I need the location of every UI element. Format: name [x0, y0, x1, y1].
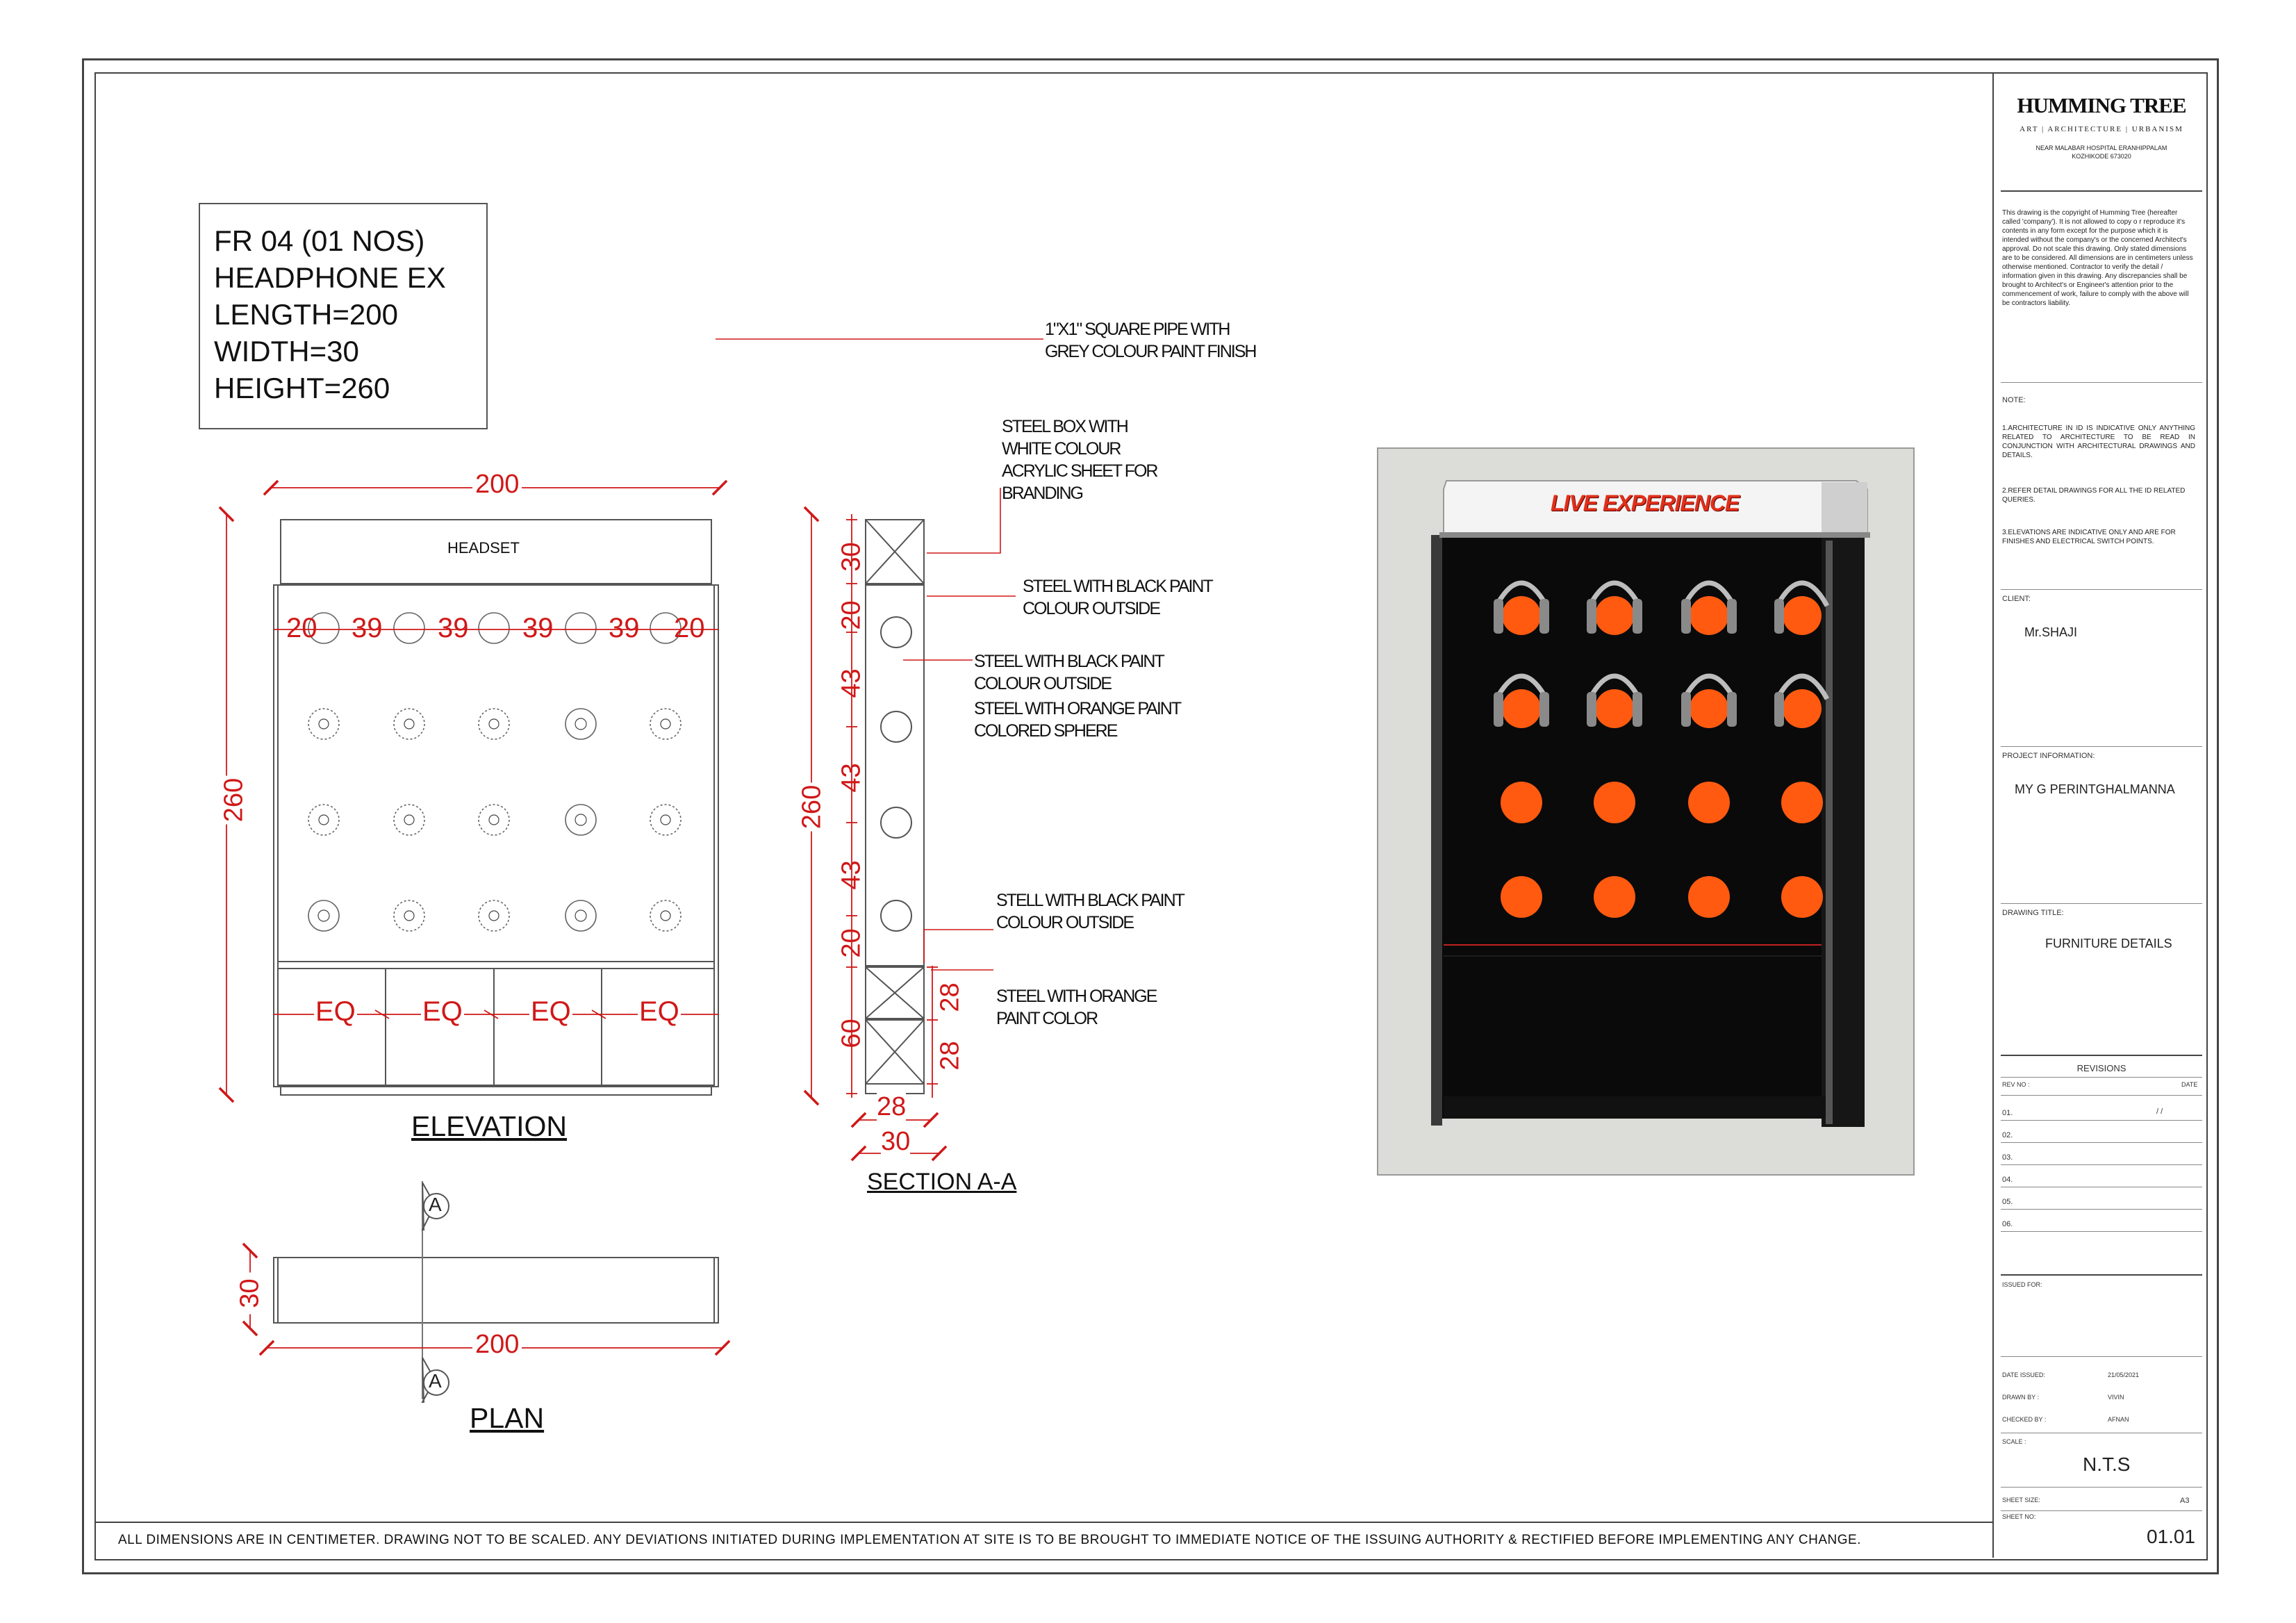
footer-disclaimer: ALL DIMENSIONS ARE IN CENTIMETER. DRAWING NOT TO BE SCALED. ANY DEVIATIONS INITIATED DURING IMPLEMENTATION AT SITE IS TO BE BROUGHT TO IMMEDIATE NOTICE OF THE ISSUING AUTHORITY & RECTIFIED BEFORE IMPLEMENTING ANY CHANGE.	[118, 1533, 1861, 1547]
revision-date: / /	[2156, 1107, 2163, 1116]
hook-spacing-dimension: 39	[352, 613, 383, 643]
section-side-dimension: 28	[935, 1041, 965, 1071]
revision-row: 01.	[2002, 1109, 2013, 1117]
project-label: PROJECT INFORMATION:	[2002, 752, 2095, 760]
section-segment-dimension: 30	[836, 542, 866, 572]
section-marker-top: A	[429, 1194, 442, 1215]
copyright-notice: This drawing is the copyright of Humming Tree (hereafter called 'company'). It is not allowed to copy o r reproduce it's contents in any form except for the purpose which it is intended without the company's or the concerned Architect's approval. Do not scale this drawing. Only stated dimensions are to be considered. All dimensions are in centimeters unless otherwise mentioned. Contractor to verify the detail / information given in this drawing. Any discrepancies shall be brought to Architect's or Engineer's attention prior to the commencement of work, failure to comply with the above will be contractors liability.	[2002, 209, 2193, 307]
equal-division-label: EQ	[531, 996, 571, 1027]
note-label: NOTE:	[2002, 396, 2026, 404]
section-marker-bottom: A	[429, 1370, 442, 1392]
issued-for-label: ISSUED FOR:	[2002, 1281, 2042, 1288]
drawn-by: VIVIN	[2108, 1394, 2124, 1401]
general-note-3: 3.ELEVATIONS ARE INDICATIVE ONLY AND ARE FOR FINISHES AND ELECTRICAL SWITCH POINTS.	[2002, 529, 2176, 545]
sheet-number: 01.01	[2147, 1526, 2196, 1547]
section-segment-dimension: 43	[836, 763, 866, 793]
revision-row: 04.	[2002, 1176, 2013, 1184]
section-dimensions	[811, 514, 939, 1153]
section-segment-dimension: 43	[836, 860, 866, 890]
section-outer-depth: 30	[881, 1127, 911, 1156]
scale-label: SCALE :	[2002, 1438, 2026, 1445]
section-drawing	[866, 520, 924, 1094]
section-segment-dimension: 20	[836, 928, 866, 958]
spec-line: HEIGHT=260	[214, 372, 390, 404]
revision-row: 06.	[2002, 1220, 2013, 1228]
company-tagline: ART | ARCHITECTURE | URBANISM	[2020, 125, 2183, 133]
general-note-1: 1.ARCHITECTURE IN ID IS INDICATIVE ONLY ANYTHING RELATED TO ARCHITECTURE TO BE READ IN CONJUNCTION WITH ARCHITECTURAL DRAWINGS AND DETAILS.	[2002, 425, 2195, 459]
revision-row: 03.	[2002, 1153, 2013, 1162]
hook-spacing-dimension: 39	[522, 613, 554, 643]
company-address-line-2: KOZHIKODE 673020	[2072, 153, 2131, 160]
section-segment-dimension: 43	[836, 668, 866, 698]
section-segment-dimension: 20	[836, 600, 866, 630]
sheet-no-label: SHEET NO:	[2002, 1513, 2036, 1520]
hook-spacing-dimension: 20	[674, 613, 705, 643]
project-name: MY G PERINTGHALMANNA	[2015, 782, 2175, 796]
hook-spacing-dimension: 39	[438, 613, 469, 643]
hook-spacing-dimension: 39	[609, 613, 640, 643]
note-square-pipe: 1"X1" SQUARE PIPE WITH GREY COLOUR PAINT FINISH	[1045, 320, 1256, 361]
render-brand-text: LIVE EXPERIENCE	[1551, 491, 1740, 516]
sheet-size-label: SHEET SIZE:	[2002, 1497, 2040, 1503]
elevation-title: ELEVATION	[411, 1110, 568, 1142]
elevation-header-label: HEADSET	[447, 539, 520, 557]
equal-division-label: EQ	[315, 996, 356, 1027]
section-side-dimension: 28	[935, 982, 965, 1012]
date-issued: 21/05/2021	[2108, 1371, 2140, 1378]
drawn-by-label: DRAWN BY :	[2002, 1394, 2040, 1401]
equal-division-label: EQ	[422, 996, 463, 1027]
note-black-paint-2: STEEL WITH BLACK PAINT COLOUR OUTSIDE	[974, 652, 1164, 693]
equal-division-label: EQ	[639, 996, 679, 1027]
rev-no-label: REV NO :	[2002, 1081, 2030, 1088]
drawing-title-label: DRAWING TITLE:	[2002, 909, 2064, 917]
section-inner-depth: 28	[877, 1092, 907, 1121]
general-note-2: 2.REFER DETAIL DRAWINGS FOR ALL THE ID RELATED QUERIES.	[2002, 487, 2186, 504]
elevation-width-dimension: 200	[472, 470, 522, 500]
client-name: Mr.SHAJI	[2024, 625, 2078, 639]
note-orange-sphere: STEEL WITH ORANGE PAINT COLORED SPHERE	[974, 699, 1181, 741]
section-title: SECTION A-A	[867, 1169, 1017, 1195]
spec-line: FR 04 (01 NOS)	[214, 224, 425, 257]
sheet-size: A3	[2180, 1497, 2190, 1505]
plan-title: PLAN	[470, 1402, 545, 1434]
company-address-line-1: NEAR MALABAR HOSPITAL ERANHIPPALAM	[2035, 145, 2167, 151]
hook-spacing-dimension: 20	[286, 613, 317, 643]
spec-line: LENGTH=200	[214, 298, 398, 331]
scale-value: N.T.S	[2083, 1453, 2131, 1475]
note-black-paint-3: STELL WITH BLACK PAINT COLOUR OUTSIDE	[996, 891, 1184, 932]
drawing-title: FURNITURE DETAILS	[2045, 937, 2172, 950]
revision-row: 02.	[2002, 1131, 2013, 1139]
checked-by-label: CHECKED BY :	[2002, 1416, 2047, 1423]
render-image	[1377, 447, 1915, 1176]
revisions-heading: REVISIONS	[2076, 1063, 2126, 1073]
plan-width-dimension: 200	[472, 1330, 522, 1360]
note-steel-box: STEEL BOX WITH WHITE COLOUR ACRYLIC SHEET FOR BRANDING	[1002, 417, 1157, 503]
plan-drawing	[274, 1181, 718, 1402]
client-label: CLIENT:	[2002, 595, 2031, 603]
elevation-height-dimension: 260	[220, 776, 249, 825]
date-issued-label: DATE ISSUED:	[2002, 1371, 2045, 1378]
section-segment-dimension: 60	[836, 1019, 866, 1048]
plan-depth-dimension: 30	[236, 1273, 265, 1315]
rev-date-label: DATE	[2181, 1081, 2198, 1088]
checked-by: AFNAN	[2108, 1416, 2129, 1423]
spec-line: HEADPHONE EX	[214, 261, 446, 294]
elevation-hooks	[308, 613, 681, 931]
footer-divider	[94, 1522, 1992, 1523]
spec-line: WIDTH=30	[214, 335, 359, 368]
note-black-paint-1: STEEL WITH BLACK PAINT COLOUR OUTSIDE	[1023, 577, 1212, 618]
section-height-dimension: 260	[798, 783, 827, 832]
note-orange-paint: STEEL WITH ORANGE PAINT COLOR	[996, 987, 1157, 1028]
company-logo-text: HUMMING TREE	[2017, 93, 2186, 117]
title-block	[1992, 72, 2206, 1558]
revision-row: 05.	[2002, 1198, 2013, 1206]
